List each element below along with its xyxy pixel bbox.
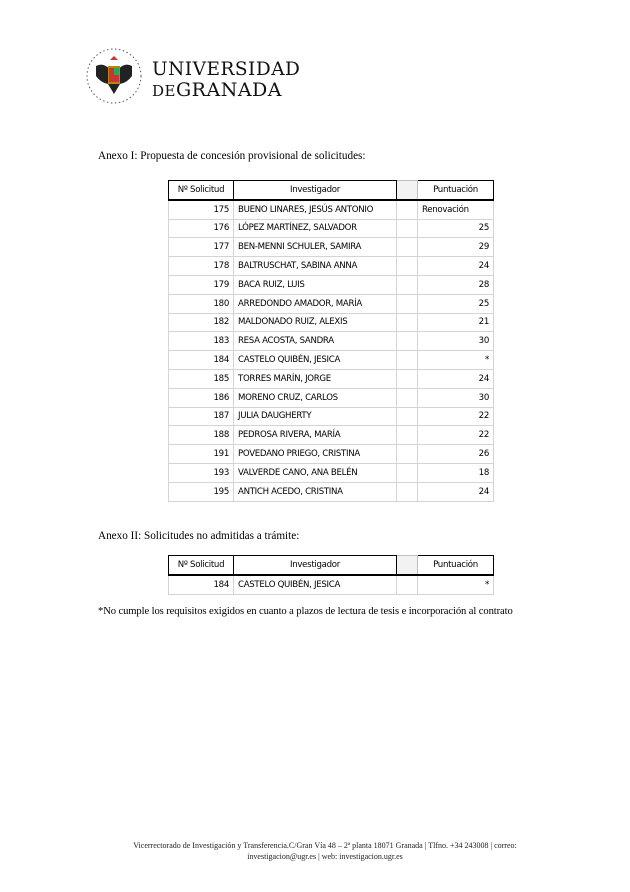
- score: 24: [418, 482, 494, 501]
- blank-cell: [397, 407, 418, 426]
- score: Renovación: [418, 200, 494, 219]
- request-id: 195: [169, 482, 234, 501]
- table-row: [169, 238, 494, 257]
- logo-line-1: UNIVERSIDAD: [152, 59, 301, 80]
- blank-cell: [397, 238, 418, 257]
- university-seal-icon: [84, 42, 144, 114]
- footnote: *No cumple los requisitos exigidos en cuanto a plazos de lectura de tesis e incorporación al contrato: [98, 606, 513, 617]
- researcher-name: BEN-MENNI SCHULER, SAMIRA: [234, 238, 397, 257]
- researcher-name: JULIA DAUGHERTY: [234, 407, 397, 426]
- annex2-title: Anexo II: Solicitudes no admitidas a trámite:: [98, 530, 300, 542]
- blank-cell: [397, 332, 418, 351]
- blank-cell: [397, 482, 418, 501]
- researcher-name: POVEDANO PRIEGO, CRISTINA: [234, 445, 397, 464]
- request-id: 184: [169, 575, 234, 594]
- column-header-score: Puntuación: [418, 556, 494, 575]
- researcher-name: TORRES MARÍN, JORGE: [234, 369, 397, 388]
- column-header-id: Nº Solicitud: [169, 556, 234, 575]
- score: 18: [418, 463, 494, 482]
- column-header-id: Nº Solicitud: [169, 181, 234, 200]
- request-id: 185: [169, 369, 234, 388]
- table-row: [169, 575, 494, 594]
- column-header-score: Puntuación: [418, 181, 494, 200]
- column-header-researcher: Investigador: [234, 556, 397, 575]
- score: 30: [418, 388, 494, 407]
- blank-cell: [397, 313, 418, 332]
- table-row: [169, 445, 494, 464]
- table-row: [169, 482, 494, 501]
- blank-cell: [397, 294, 418, 313]
- score: *: [418, 351, 494, 370]
- column-header-blank: [397, 181, 418, 200]
- table-row: [169, 200, 494, 219]
- table-row: [169, 388, 494, 407]
- blank-cell: [397, 257, 418, 276]
- request-id: 176: [169, 219, 234, 238]
- annex1-header-row: [169, 181, 494, 200]
- table-row: [169, 313, 494, 332]
- blank-cell: [397, 575, 418, 594]
- score: 28: [418, 275, 494, 294]
- annex1-body: [169, 200, 494, 501]
- blank-cell: [397, 369, 418, 388]
- university-name: [152, 60, 300, 101]
- researcher-name: LÓPEZ MARTÍNEZ, SALVADOR: [234, 219, 397, 238]
- researcher-name: VALVERDE CANO, ANA BELÉN: [234, 463, 397, 482]
- blank-cell: [397, 275, 418, 294]
- score: 30: [418, 332, 494, 351]
- request-id: 187: [169, 407, 234, 426]
- blank-cell: [397, 388, 418, 407]
- researcher-name: ANTICH ACEDO, CRISTINA: [234, 482, 397, 501]
- researcher-name: CASTELO QUIBÉN, JESICA: [234, 575, 397, 594]
- blank-cell: [397, 445, 418, 464]
- table-row: [169, 257, 494, 276]
- column-header-researcher: Investigador: [234, 181, 397, 200]
- researcher-name: MALDONADO RUIZ, ALEXIS: [234, 313, 397, 332]
- blank-cell: [397, 463, 418, 482]
- table-row: [169, 351, 494, 370]
- table-row: [169, 369, 494, 388]
- table-row: [169, 275, 494, 294]
- annex2-table: [168, 555, 494, 595]
- table-row: [169, 294, 494, 313]
- blank-cell: [397, 219, 418, 238]
- blank-cell: [397, 426, 418, 445]
- score: 29: [418, 238, 494, 257]
- score: 22: [418, 426, 494, 445]
- table-row: [169, 426, 494, 445]
- score: *: [418, 575, 494, 594]
- annex1-table: [168, 180, 494, 502]
- researcher-name: MORENO CRUZ, CARLOS: [234, 388, 397, 407]
- request-id: 184: [169, 351, 234, 370]
- researcher-name: RESA ACOSTA, SANDRA: [234, 332, 397, 351]
- request-id: 186: [169, 388, 234, 407]
- table-row: [169, 407, 494, 426]
- score: 25: [418, 219, 494, 238]
- score: 26: [418, 445, 494, 464]
- request-id: 193: [169, 463, 234, 482]
- researcher-name: PEDROSA RIVERA, MARÍA: [234, 426, 397, 445]
- researcher-name: CASTELO QUIBÉN, JESICA: [234, 351, 397, 370]
- score: 21: [418, 313, 494, 332]
- table-row: [169, 463, 494, 482]
- request-id: 175: [169, 200, 234, 219]
- column-header-blank: [397, 556, 418, 575]
- request-id: 182: [169, 313, 234, 332]
- researcher-name: BACA RUIZ, LUIS: [234, 275, 397, 294]
- annex2-body: [169, 575, 494, 594]
- score: 24: [418, 257, 494, 276]
- researcher-name: ARREDONDO AMADOR, MARÍA: [234, 294, 397, 313]
- request-id: 179: [169, 275, 234, 294]
- request-id: 183: [169, 332, 234, 351]
- score: 24: [418, 369, 494, 388]
- footer-line-1: Vicerrectorado de Investigación y Transferencia.C/Gran Vía 48 – 2ª planta 18071 Granada | Tlfno. +34 243008 | correo:: [133, 841, 517, 850]
- annex1-title: Anexo I: Propuesta de concesión provisional de solicitudes:: [98, 150, 366, 162]
- table-row: [169, 219, 494, 238]
- request-id: 191: [169, 445, 234, 464]
- annex2-header-row: [169, 556, 494, 575]
- logo-line-2-prefix: DE: [152, 82, 176, 100]
- researcher-name: BALTRUSCHAT, SABINA ANNA: [234, 257, 397, 276]
- request-id: 180: [169, 294, 234, 313]
- page-footer: [100, 840, 550, 862]
- university-logo: [84, 42, 304, 116]
- blank-cell: [397, 351, 418, 370]
- blank-cell: [397, 200, 418, 219]
- footer-line-2: investigacion@ugr.es | web: investigacion.ugr.es: [247, 852, 403, 861]
- score: 25: [418, 294, 494, 313]
- request-id: 177: [169, 238, 234, 257]
- request-id: 178: [169, 257, 234, 276]
- request-id: 188: [169, 426, 234, 445]
- logo-line-2: [152, 80, 300, 101]
- logo-line-2-main: GRANADA: [175, 79, 282, 101]
- table-row: [169, 332, 494, 351]
- researcher-name: BUENO LINARES, JESÚS ANTONIO: [234, 200, 397, 219]
- score: 22: [418, 407, 494, 426]
